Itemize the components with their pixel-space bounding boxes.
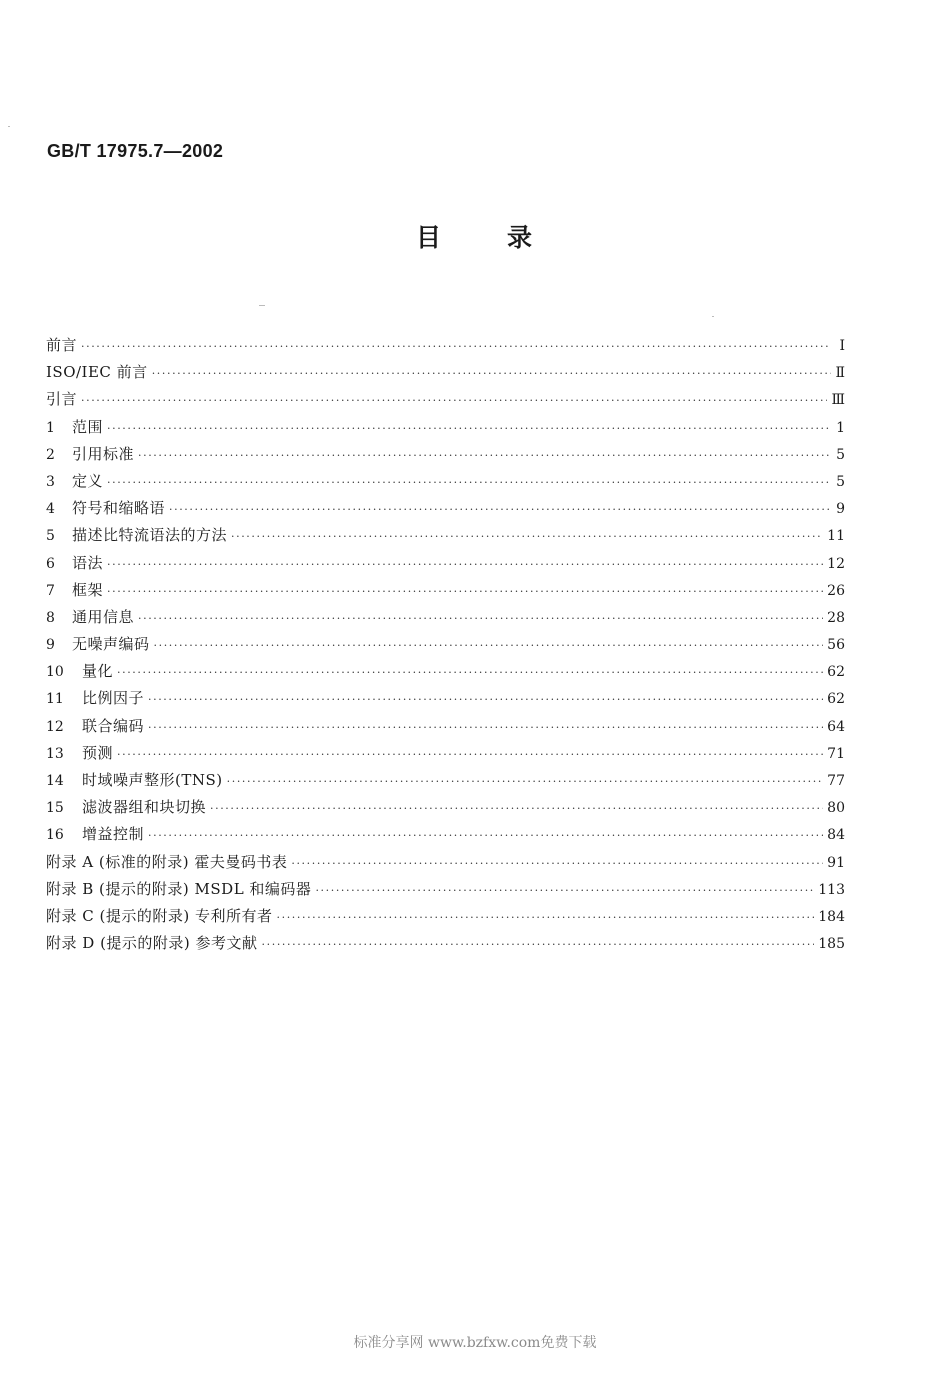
toc-page: 91 <box>827 854 845 871</box>
dot-leader <box>227 768 824 795</box>
toc-page: 12 <box>827 555 845 572</box>
toc-label: 增益控制 <box>82 825 145 844</box>
toc-entry <box>46 849 845 876</box>
dot-leader <box>262 931 815 958</box>
toc-number: 7 <box>46 582 55 599</box>
toc-entry <box>46 794 845 821</box>
toc-entry <box>46 767 845 794</box>
toc-number: 5 <box>46 528 55 545</box>
toc-page: 64 <box>827 718 845 735</box>
dot-leader <box>117 741 823 768</box>
toc-entry <box>46 468 845 495</box>
toc-number: 1 <box>46 419 55 436</box>
dot-leader <box>117 659 823 686</box>
toc-entry <box>46 713 845 740</box>
toc-number: 10 <box>46 664 64 681</box>
toc-number: 14 <box>46 773 64 789</box>
toc-label: 符号和缩略语 <box>72 499 166 518</box>
dot-leader <box>210 795 823 822</box>
toc-page: Ⅰ <box>839 338 845 354</box>
toc-label: 时域噪声整形(TNS) <box>82 771 223 789</box>
toc-label: 前言 <box>46 336 78 354</box>
scan-speck <box>259 305 265 306</box>
toc-page: 184 <box>818 908 845 925</box>
toc-number: 11 <box>46 691 64 708</box>
toc-number: 12 <box>46 718 64 735</box>
page-title <box>0 218 950 254</box>
scan-speck <box>8 126 10 127</box>
dot-leader <box>107 551 823 578</box>
toc-number: 9 <box>46 637 55 654</box>
toc-label: 无噪声编码 <box>72 635 150 654</box>
standard-code: GB/T 17975.7—2002 <box>47 141 224 161</box>
dot-leader <box>138 442 831 469</box>
toc-entry <box>46 604 845 631</box>
title-char-left: 目 <box>415 223 443 252</box>
dot-leader <box>315 877 814 904</box>
toc-number: 16 <box>46 827 64 844</box>
toc-label: 定义 <box>72 471 104 490</box>
toc-page: 62 <box>827 691 845 708</box>
toc-page: 11 <box>827 528 845 545</box>
toc-number: 13 <box>46 745 64 762</box>
toc-number: 2 <box>46 446 55 463</box>
toc-label: 比例因子 <box>82 689 145 708</box>
dot-leader <box>277 904 815 931</box>
toc-entry <box>46 359 845 386</box>
dot-leader <box>148 714 823 741</box>
toc-page: 71 <box>827 745 845 762</box>
dot-leader <box>107 469 831 496</box>
toc-page: Ⅱ <box>835 365 845 382</box>
toc-label: 附录 B (提示的附录) MSDL 和编码器 <box>46 879 312 898</box>
dot-leader <box>81 387 827 414</box>
toc-page: 185 <box>818 936 845 953</box>
dot-leader <box>107 578 823 605</box>
toc-entry <box>46 522 845 549</box>
toc-label: ISO/IEC 前言 <box>46 363 148 382</box>
toc-label: 预测 <box>82 743 114 762</box>
toc-entry <box>46 685 845 712</box>
toc-label: 范围 <box>72 417 104 436</box>
table-of-contents <box>46 332 845 957</box>
dot-leader <box>152 360 831 387</box>
toc-label: 附录 D (提示的附录) 参考文献 <box>46 934 258 953</box>
toc-page: 5 <box>836 473 845 490</box>
toc-label: 附录 A (标准的附录) 霍夫曼码书表 <box>46 852 288 871</box>
toc-number: 3 <box>46 473 55 490</box>
dot-leader <box>154 632 824 659</box>
toc-entry <box>46 658 845 685</box>
dot-leader <box>81 333 831 360</box>
toc-page: 84 <box>827 827 845 844</box>
toc-label: 引言 <box>46 390 78 409</box>
toc-number: 4 <box>46 501 55 518</box>
toc-entry <box>46 577 845 604</box>
toc-entry <box>46 740 845 767</box>
toc-page: 56 <box>827 637 845 654</box>
toc-entry <box>46 550 845 577</box>
dot-leader <box>148 822 823 849</box>
toc-number: 8 <box>46 609 55 626</box>
toc-label: 通用信息 <box>72 607 135 626</box>
toc-entry <box>46 495 845 522</box>
dot-leader <box>231 523 823 550</box>
title-char-right: 录 <box>507 223 535 252</box>
toc-page: 28 <box>827 609 845 626</box>
toc-entry <box>46 821 845 848</box>
toc-entry <box>46 414 845 441</box>
toc-page: 9 <box>836 501 845 518</box>
toc-entry <box>46 930 845 957</box>
dot-leader <box>291 850 823 877</box>
toc-label: 滤波器组和块切换 <box>82 798 207 817</box>
toc-label: 量化 <box>82 662 114 681</box>
toc-page: Ⅲ <box>831 392 845 409</box>
toc-entry <box>46 386 845 413</box>
dot-leader <box>169 496 831 523</box>
dot-leader <box>107 415 831 442</box>
toc-entry <box>46 876 845 903</box>
toc-page: 113 <box>818 881 845 898</box>
toc-number: 6 <box>46 555 55 572</box>
watermark-footer: 标准分享网 www.bzfxw.com免费下载 <box>353 1335 597 1351</box>
toc-entry <box>46 903 845 930</box>
toc-entry <box>46 631 845 658</box>
dot-leader <box>148 686 823 713</box>
toc-page: 80 <box>827 800 845 817</box>
toc-page: 1 <box>836 419 845 436</box>
toc-entry <box>46 441 845 468</box>
toc-label: 引用标准 <box>72 444 135 463</box>
toc-label: 语法 <box>72 553 104 572</box>
toc-entry <box>46 332 845 359</box>
toc-page: 77 <box>827 773 845 789</box>
toc-page: 5 <box>836 446 845 463</box>
toc-label: 框架 <box>72 580 104 599</box>
toc-label: 描述比特流语法的方法 <box>72 526 228 545</box>
toc-label: 联合编码 <box>82 716 145 735</box>
dot-leader <box>138 605 823 632</box>
toc-label: 附录 C (提示的附录) 专利所有者 <box>46 906 273 925</box>
toc-page: 62 <box>827 664 845 681</box>
toc-page: 26 <box>827 582 845 599</box>
scan-speck <box>712 316 714 317</box>
toc-number: 15 <box>46 800 64 817</box>
